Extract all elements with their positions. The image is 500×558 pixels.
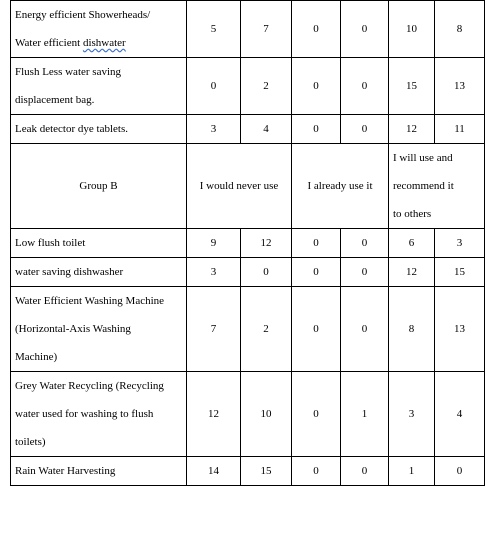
cell-value: 14 (187, 457, 241, 486)
cell-value: 0 (292, 115, 341, 144)
cell-value: 0 (292, 287, 341, 372)
row-label (11, 229, 187, 258)
table-row (11, 457, 485, 486)
row-label-text: Water efficient (15, 37, 83, 49)
group-b-heading: Group B (11, 144, 187, 229)
header-already-use: I already use it (292, 144, 389, 229)
row-label-line: Flush Less water saving (15, 66, 122, 78)
row-label (11, 457, 187, 486)
row-label (11, 58, 187, 115)
cell-value: 0 (341, 229, 389, 258)
cell-value: 12 (241, 229, 292, 258)
cell-value: 0 (292, 372, 341, 457)
cell-value: 15 (389, 58, 435, 115)
header-line: to others (393, 208, 432, 220)
row-label (11, 115, 187, 144)
cell-value: 5 (187, 1, 241, 58)
cell-value: 13 (435, 287, 485, 372)
table-row (11, 1, 485, 58)
row-label-line: Low flush toilet (15, 237, 86, 249)
cell-value: 0 (292, 229, 341, 258)
row-label (11, 372, 187, 457)
row-label-line: water saving dishwasher (15, 266, 124, 278)
cell-value: 0 (292, 58, 341, 115)
row-label-line (15, 29, 182, 57)
row-label (11, 1, 187, 58)
cell-value: 3 (435, 229, 485, 258)
cell-value: 8 (389, 287, 435, 372)
cell-value: 0 (341, 258, 389, 287)
cell-value: 10 (241, 372, 292, 457)
cell-value: 1 (389, 457, 435, 486)
cell-value: 10 (389, 1, 435, 58)
table-row (11, 372, 485, 457)
row-label (11, 287, 187, 372)
cell-value: 0 (187, 58, 241, 115)
table-row (11, 287, 485, 372)
table-row (11, 115, 485, 144)
cell-value: 0 (292, 258, 341, 287)
cell-value: 1 (341, 372, 389, 457)
cell-value: 3 (389, 372, 435, 457)
row-label-line: Machine) (15, 351, 58, 363)
row-label-line: Rain Water Harvesting (15, 465, 116, 477)
cell-value: 0 (341, 58, 389, 115)
cell-value: 12 (187, 372, 241, 457)
cell-value: 0 (341, 115, 389, 144)
survey-table-container (10, 0, 484, 486)
cell-value: 0 (292, 1, 341, 58)
group-b-header-row (11, 144, 485, 229)
row-label-line: (Horizontal-Axis Washing (15, 323, 131, 335)
survey-table (10, 0, 485, 486)
cell-value: 2 (241, 287, 292, 372)
row-label-line: Grey Water Recycling (Recycling (15, 380, 164, 392)
cell-value: 12 (389, 115, 435, 144)
row-label-line: Leak detector dye tablets. (15, 123, 129, 135)
cell-value: 3 (187, 258, 241, 287)
cell-value: 0 (241, 258, 292, 287)
header-line: recommend it (393, 180, 454, 192)
cell-value: 6 (389, 229, 435, 258)
cell-value: 4 (435, 372, 485, 457)
cell-value: 7 (241, 1, 292, 58)
cell-value: 13 (435, 58, 485, 115)
cell-value: 15 (435, 258, 485, 287)
cell-value: 0 (341, 457, 389, 486)
header-never-use: I would never use (187, 144, 292, 229)
cell-value: 8 (435, 1, 485, 58)
header-line: I will use and (393, 152, 453, 164)
table-row (11, 229, 485, 258)
cell-value: 0 (292, 457, 341, 486)
spellcheck-underlined-word: dishwater (82, 37, 126, 49)
row-label-line: displacement bag. (15, 94, 95, 106)
row-label-line: Water Efficient Washing Machine (15, 295, 165, 307)
cell-value: 0 (341, 287, 389, 372)
cell-value: 4 (241, 115, 292, 144)
cell-value: 7 (187, 287, 241, 372)
cell-value: 11 (435, 115, 485, 144)
cell-value: 12 (389, 258, 435, 287)
row-label-line: toilets) (15, 436, 46, 448)
cell-value: 9 (187, 229, 241, 258)
table-row (11, 258, 485, 287)
cell-value: 3 (187, 115, 241, 144)
table-row (11, 58, 485, 115)
row-label (11, 258, 187, 287)
row-label-line: water used for washing to flush (15, 408, 154, 420)
cell-value: 0 (341, 1, 389, 58)
cell-value: 2 (241, 58, 292, 115)
header-will-use (389, 144, 485, 229)
cell-value: 0 (435, 457, 485, 486)
row-label-line: Energy efficient Showerheads/ (15, 9, 151, 21)
cell-value: 15 (241, 457, 292, 486)
